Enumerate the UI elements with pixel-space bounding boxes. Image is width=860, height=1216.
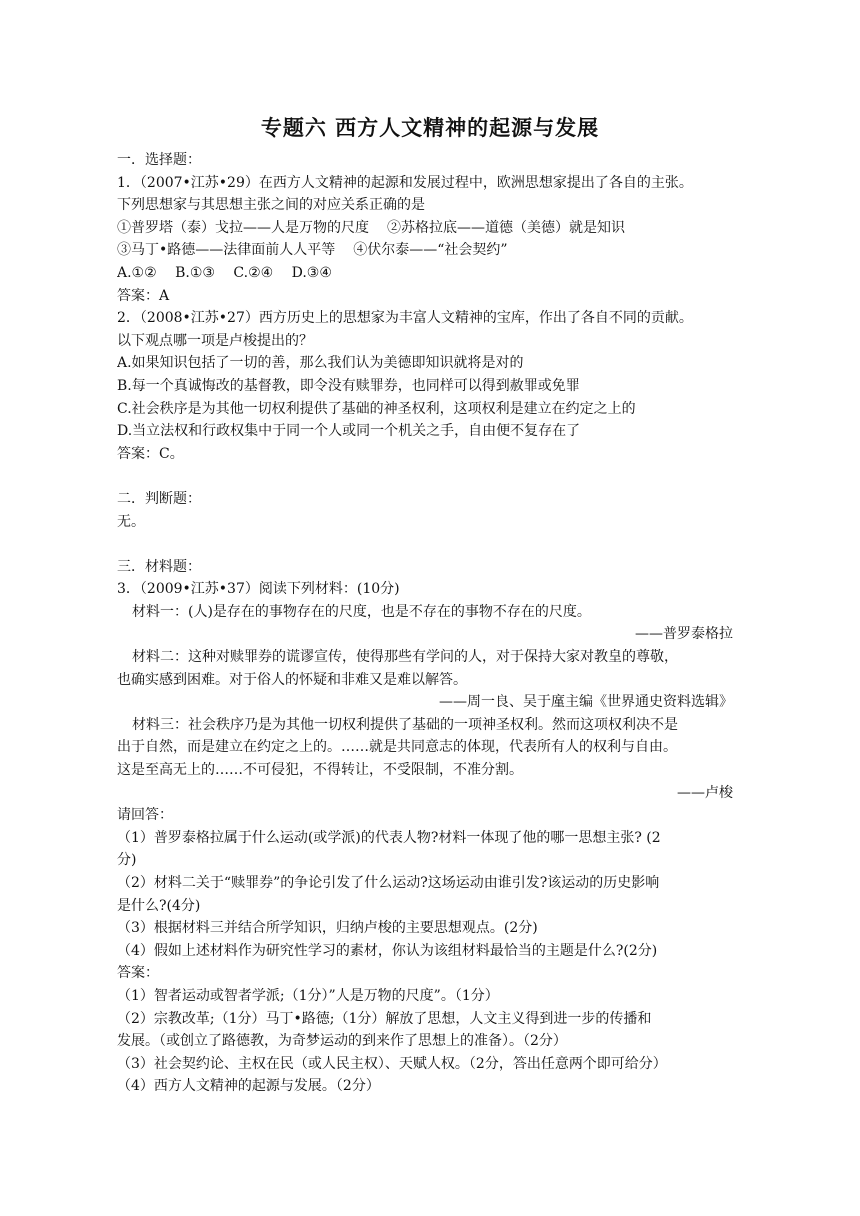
q1-stem-line1: 1．（2007•江苏•29）在西方人文精神的起源和发展过程中，欧洲思想家提出了各自的主张。	[117, 174, 693, 191]
q2-answer: 答案：C。	[117, 445, 184, 462]
sub-question-1-line2: 分)	[117, 852, 137, 869]
document-body	[117, 149, 733, 1098]
answer-2-line1: （2）宗教改革;（1分）马丁•路德;（1分）解放了思想，人文主义得到进一步的传播和	[117, 1010, 652, 1027]
answer-label: 答案：	[117, 965, 159, 982]
q2-option-d: D.当立法权和行政权集中于同一个人或同一个机关之手，自由便不复存在了	[117, 423, 581, 440]
sub-question-2-line1: （2）材料二关于“赎罪券”的争论引发了什么运动?这场运动由谁引发?该运动的历史影响	[117, 875, 660, 891]
material-1: 材料一：(人)是存在的事物存在的尺度，也是不存在的事物不存在的尺度。	[132, 603, 591, 620]
material-1-source: ——普罗泰格拉	[635, 626, 733, 643]
q2-option-c: C.社会秩序是为其他一切权利提供了基础的神圣权利，这项权利是建立在约定之上的	[117, 400, 636, 417]
q2-option-a: A.如果知识包括了一切的善，那么我们认为美德即知识就将是对的	[117, 355, 524, 372]
q1-stem-line2: 下列思想家与其思想主张之间的对应关系正确的是	[117, 197, 425, 214]
q1-items-row2	[117, 239, 733, 262]
answer-1: （1）智者运动或智者学派;（1分）”人是万物的尺度”。（1分）	[117, 987, 499, 1004]
judgement-body: 无。	[117, 513, 145, 530]
q1-items-row1	[117, 217, 733, 240]
q2-option-b: B.每一个真诚悔改的基督教，即令没有赎罪券，也同样可以得到赦罪或免罪	[117, 377, 580, 394]
q3-stem: 3．（2009•江苏•37）阅读下列材料：(10分)	[117, 581, 400, 598]
material-3-line2: 出于自然，而是建立在约定之上的。……就是共同意志的体现，代表所有人的权利与自由。	[117, 739, 677, 756]
material-2-line2: 也确实感到困难。对于俗人的怀疑和非难又是难以解答。	[117, 671, 467, 688]
material-3-source: ——卢梭	[677, 784, 733, 801]
answer-3: （3）社会契约论、主权在民（或人民主权）、天赋人权。（2分，答出任意两个即可给分）	[117, 1055, 667, 1072]
q1-item-3: ③马丁•路德——法律面前人人平等	[117, 242, 336, 259]
q1-item-4: ④伏尔泰——“社会契约”	[353, 242, 508, 259]
material-2-source: ——周一良、吴于廑主编《世界通史资料选辑》	[439, 694, 733, 711]
q1-item-2: ②苏格拉底——道德（美德）就是知识	[387, 219, 625, 236]
sub-question-1-line1: （1）普罗泰格拉属于什么运动(或学派)的代表人物?材料一体现了他的哪一思想主张? (2	[117, 829, 661, 846]
answer-2-line2: 发展。（或创立了路德教，为奇梦运动的到来作了思想上的准备）。（2分）	[117, 1033, 567, 1050]
q2-stem-line1: 2．（2008•江苏•27）西方历史上的思想家为丰富人文精神的宝库，作出了各自不同的贡献。	[117, 310, 693, 327]
question-prompt: 请回答：	[117, 807, 173, 824]
material-2-line1: 材料二：这种对赎罪券的谎谬宣传，使得那些有学问的人，对于保持大家对教皇的尊敬，	[132, 649, 678, 666]
q2-stem-line2: 以下观点哪一项是卢梭提出的？	[117, 332, 313, 349]
answer-4: （4）西方人文精神的起源与发展。（2分）	[117, 1078, 380, 1095]
q1-options: A.①② B.①③ C.②④ D.③④	[117, 264, 332, 281]
q1-answer: 答案：A	[117, 287, 170, 304]
q1-item-1: ①普罗塔（泰）戈拉——人是万物的尺度	[117, 219, 369, 236]
sub-question-3: （3）根据材料三并结合所学知识，归纳卢梭的主要思想观点。(2分)	[117, 920, 538, 937]
sub-question-4: （4）假如上述材料作为研究性学习的素材，你认为该组材料最恰当的主题是什么?(2分)	[117, 942, 658, 959]
page-title: 专题六 西方人文精神的起源与发展	[260, 116, 600, 140]
section-heading-material: 三．材料题：	[117, 558, 201, 575]
material-3-line1: 材料三：社会秩序乃是为其他一切权利提供了基础的一项神圣权利。然而这项权利决不是	[132, 716, 678, 733]
sub-question-2-line2: 是什么?(4分)	[117, 897, 201, 914]
section-heading-choice: 一．选择题：	[117, 152, 201, 168]
material-3-line3: 这是至高无上的……不可侵犯，不得转让，不受限制，不准分割。	[117, 762, 523, 779]
section-heading-judgement: 二．判断题：	[117, 490, 201, 507]
